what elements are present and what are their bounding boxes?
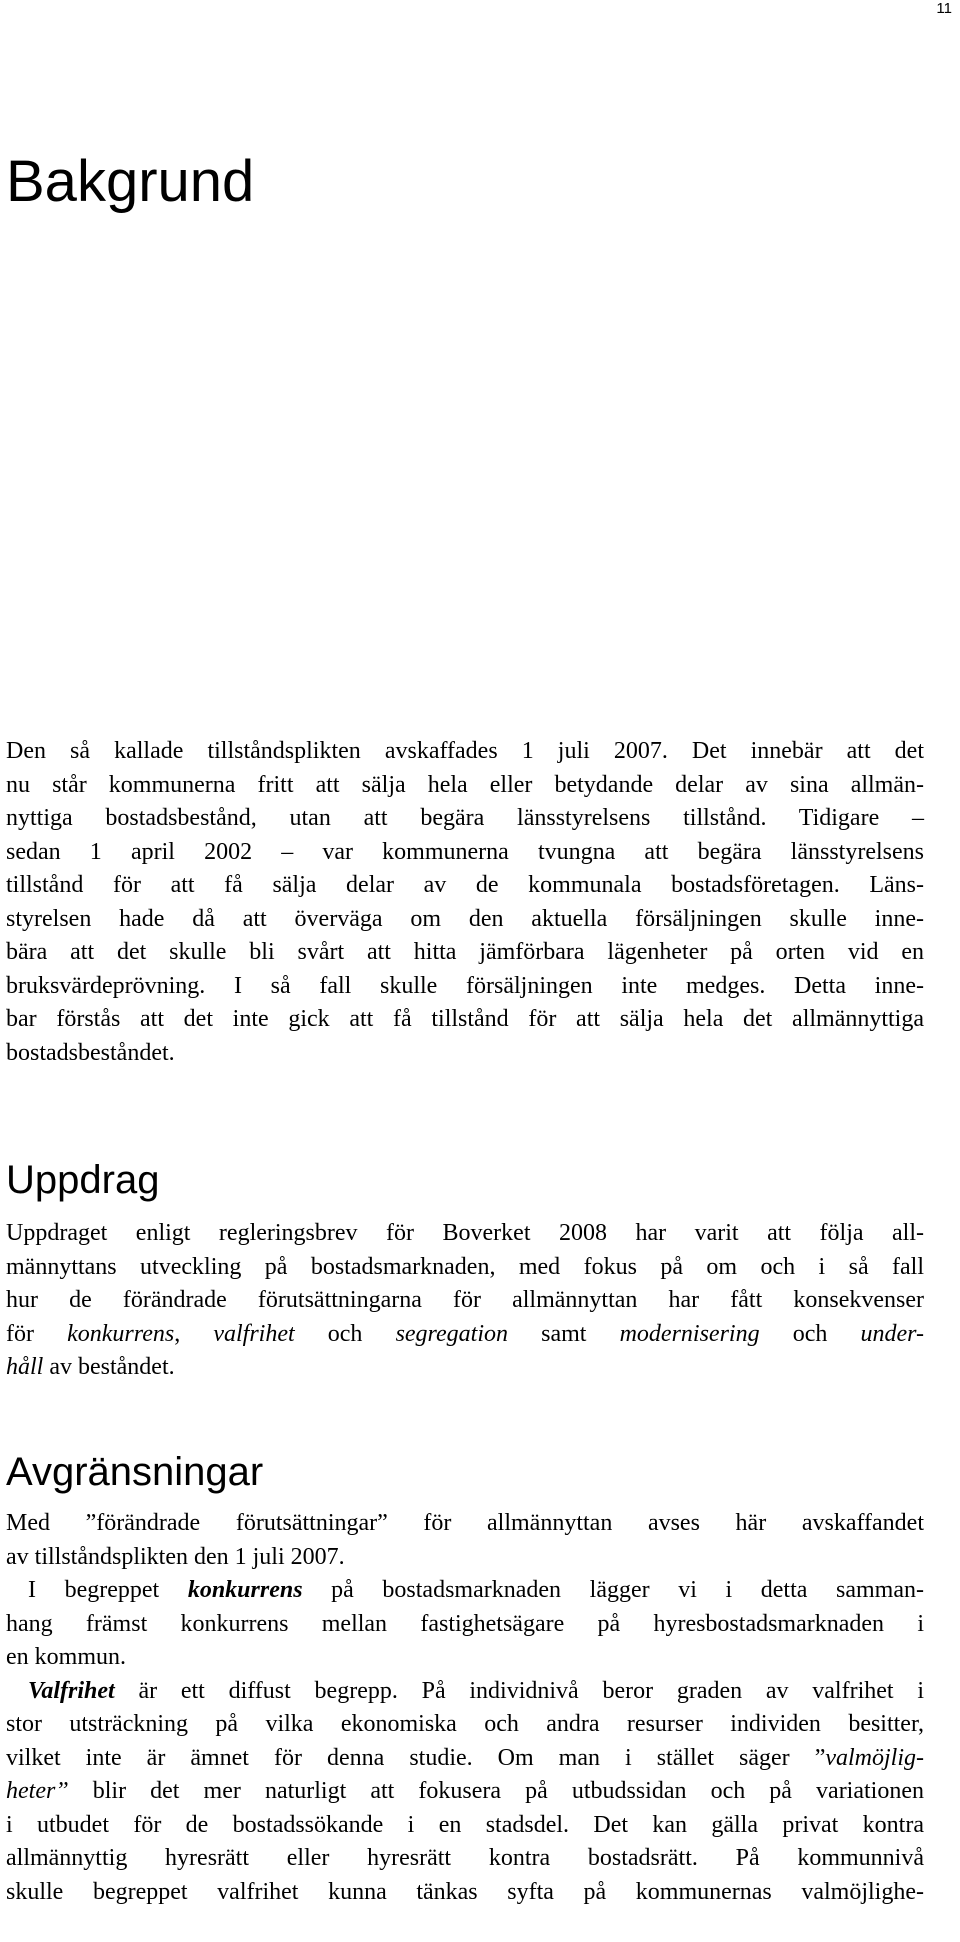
text-line: styrelsen hade då att överväga om den aktuella försäljningen skulle inne- <box>6 905 924 932</box>
text-line: tillstånd för att få sälja delar av de kommunala bostadsföretagen. Läns- <box>6 872 924 898</box>
text-run: samt <box>508 1320 620 1347</box>
text-line: bostadsbeståndet. <box>6 1039 175 1066</box>
text-line: Med ”förändrade förutsättningar” för allmännyttan avses här avskaffandet <box>6 1510 924 1536</box>
text-line: allmännyttig hyresrätt eller hyresrätt kontra bostadsrätt. På kommunnivå <box>6 1845 924 1871</box>
term-modernisering: modernisering <box>619 1320 760 1347</box>
text-line: i utbudet för de bostadssökande i en stadsdel. Det kan gälla privat kontra <box>6 1811 924 1838</box>
text-line: nyttiga bostadsbestånd, utan att begära länsstyrelsens tillstånd. Tidigare – <box>6 805 924 831</box>
text-line: sedan 1 april 2002 – var kommunerna tvungna att begära länsstyrelsens <box>6 838 924 865</box>
text-line: Uppdraget enligt regleringsbrev för Boverket 2008 har varit att följa all- <box>6 1220 924 1246</box>
heading-avgransningar: Avgränsningar <box>6 1450 264 1494</box>
term-valfrihet: Valfrihet <box>28 1677 115 1704</box>
text-line <box>6 1675 924 1709</box>
text-run: I begreppet <box>28 1577 188 1603</box>
term-underhall-cont: håll <box>6 1354 44 1380</box>
text-line: en kommun. <box>6 1644 126 1670</box>
term-valmojligheter-cont: heter” <box>6 1778 69 1804</box>
text-line: hur de förändrade förutsättningarna för allmännyttan har fått konsekvenser <box>6 1287 924 1313</box>
text-line: hang främst konkurrens mellan fastighetsägare på hyresbostadsmarknaden i <box>6 1610 924 1637</box>
term-valmojligheter: valmöjlig- <box>825 1744 924 1771</box>
text-run: och <box>294 1320 396 1347</box>
term-konkurrens: konkurrens <box>187 1577 303 1603</box>
text-line <box>6 1742 924 1776</box>
uppdrag-paragraph <box>6 1217 924 1385</box>
page-number: 11 <box>936 0 952 17</box>
text-run: blir det mer naturligt att fokusera på utbudssidan och på variationen <box>68 1778 924 1804</box>
text-line: stor utsträckning på vilka ekonomiska och andra resurser individen besitter, <box>6 1711 924 1737</box>
text-line <box>6 1351 924 1385</box>
text-line: bära att det skulle bli svårt att hitta jämförbara lägenheter på orten vid en <box>6 939 924 965</box>
text-run: och <box>759 1320 861 1347</box>
term-segregation: segregation <box>395 1320 508 1347</box>
text-line: skulle begreppet valfrihet kunna tänkas syfta på kommunernas valmöjlighe- <box>6 1878 924 1905</box>
term-underhall: under- <box>860 1320 924 1347</box>
text-run: , <box>174 1320 214 1347</box>
text-run: vilket inte är ämnet för denna studie. Om man i stället säger ” <box>6 1744 826 1771</box>
heading-bakgrund: Bakgrund <box>6 149 255 214</box>
text-line: nu står kommunerna fritt att sälja hela eller betydande delar av sina allmän- <box>6 771 924 798</box>
text-line: Den så kallade tillståndsplikten avskaffades 1 juli 2007. Det innebär att det <box>6 738 924 764</box>
text-line: av tillståndsplikten den 1 juli 2007. <box>6 1543 345 1570</box>
intro-paragraph <box>6 735 924 1070</box>
heading-uppdrag: Uppdrag <box>6 1158 160 1202</box>
text-run: på bostadsmarknaden lägger vi i detta samman- <box>302 1577 924 1603</box>
text-line: bar förstås att det inte gick att få tillstånd för att sälja hela det allmännyttiga <box>6 1006 924 1032</box>
text-run: för <box>6 1320 68 1347</box>
text-line: männyttans utveckling på bostadsmarknaden, med fokus på om och i så fall <box>6 1253 924 1280</box>
text-line <box>6 1318 924 1352</box>
text-line <box>6 1775 924 1809</box>
text-run: är ett diffust begrepp. På individnivå beror graden av valfrihet i <box>114 1677 924 1704</box>
term-konkurrens: konkurrens <box>67 1320 175 1347</box>
text-line: bruksvärdeprövning. I så fall skulle försäljningen inte medges. Detta inne- <box>6 972 924 999</box>
text-line <box>6 1574 924 1608</box>
term-valfrihet: valfrihet <box>213 1320 295 1347</box>
avgransningar-section <box>6 1507 924 1909</box>
text-run: av beståndet. <box>43 1354 175 1380</box>
